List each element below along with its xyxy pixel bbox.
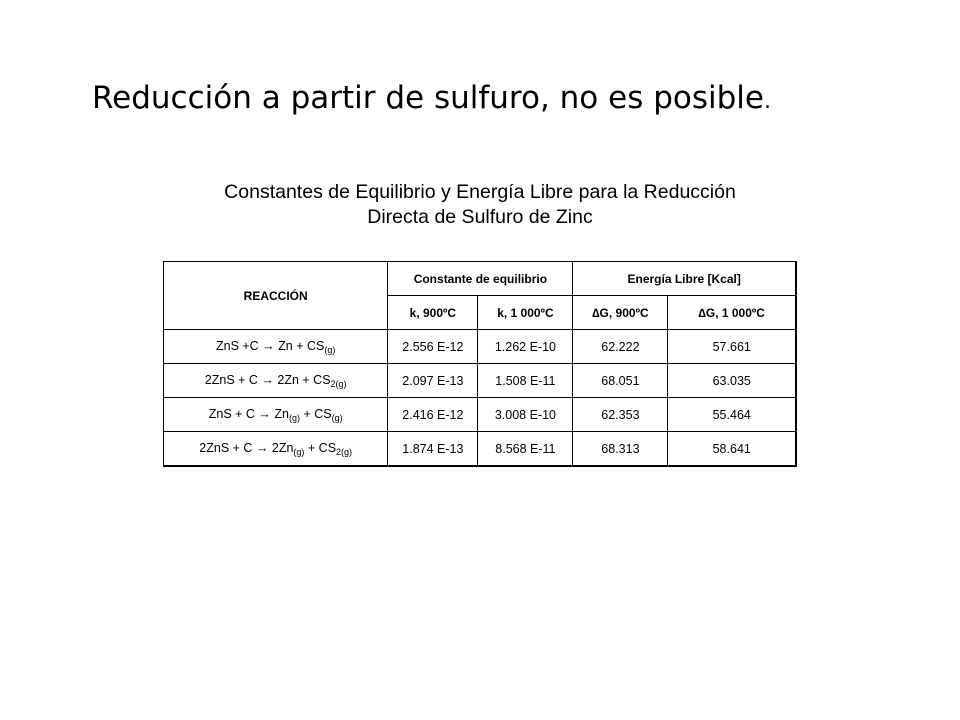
k-900-cell: 2.556 E-12 <box>388 330 478 364</box>
k-900-cell: 2.416 E-12 <box>388 398 478 432</box>
header-free-energy: Energía Libre [Kcal] <box>573 262 796 296</box>
table-row <box>164 432 797 467</box>
dg-1000-cell: 55.464 <box>668 398 796 432</box>
reaction-cell <box>164 432 388 467</box>
table-caption-line-1: Constantes de Equilibrio y Energía Libre para la Reducción <box>224 181 736 203</box>
table-row <box>164 398 797 432</box>
header-reaction: REACCIÓN <box>164 262 388 330</box>
reaction-subscript: (g) <box>324 344 336 355</box>
dg-900-cell: 62.222 <box>573 330 668 364</box>
header-dg-900: ∆G, 900ºC <box>573 296 668 330</box>
reaction-cell <box>164 364 388 398</box>
header-dg-1000: ∆G, 1 000ºC <box>668 296 796 330</box>
table-body <box>164 330 797 467</box>
reaction-subscript: (g) <box>331 412 343 423</box>
header-k-1000: k, 1 000ºC <box>478 296 573 330</box>
k-1000-cell: 1.508 E-11 <box>478 364 573 398</box>
table-row <box>164 330 797 364</box>
reaction-text: 2ZnS + C → 2Zn <box>199 440 294 455</box>
table-header-row-1 <box>164 262 797 296</box>
header-k-900: k, 900ºC <box>388 296 478 330</box>
k-1000-cell: 3.008 E-10 <box>478 398 573 432</box>
slide-title-text: Reducción a partir de sulfuro, no es posible <box>92 80 764 116</box>
reaction-text: + CS <box>299 406 332 421</box>
table-caption-line-2: Directa de Sulfuro de Zinc <box>367 206 593 228</box>
dg-1000-cell: 58.641 <box>668 432 796 467</box>
dg-1000-cell: 63.035 <box>668 364 796 398</box>
reaction-text: + CS <box>304 440 337 455</box>
reaction-cell <box>164 398 388 432</box>
equilibrium-table <box>163 261 797 467</box>
slide-title-period: . <box>763 89 771 114</box>
reaction-subscript: (g) <box>293 446 305 457</box>
table-row <box>164 364 797 398</box>
k-1000-cell: 1.262 E-10 <box>478 330 573 364</box>
reaction-cell <box>164 330 388 364</box>
dg-900-cell: 68.313 <box>573 432 668 467</box>
reaction-subscript: 2(g) <box>336 446 353 457</box>
reaction-text: ZnS + C → Zn <box>208 406 289 421</box>
dg-1000-cell: 57.661 <box>668 330 796 364</box>
reaction-subscript: 2(g) <box>330 378 347 389</box>
table-caption <box>120 180 840 230</box>
header-equilibrium-constant: Constante de equilibrio <box>388 262 573 296</box>
reaction-text: ZnS +C → Zn + CS <box>215 338 325 353</box>
reaction-text: 2ZnS + C → 2Zn + CS <box>204 372 331 387</box>
dg-900-cell: 62.353 <box>573 398 668 432</box>
reaction-subscript: (g) <box>288 412 300 423</box>
slide-title <box>92 80 771 116</box>
k-900-cell: 1.874 E-13 <box>388 432 478 467</box>
k-1000-cell: 8.568 E-11 <box>478 432 573 467</box>
k-900-cell: 2.097 E-13 <box>388 364 478 398</box>
dg-900-cell: 68.051 <box>573 364 668 398</box>
